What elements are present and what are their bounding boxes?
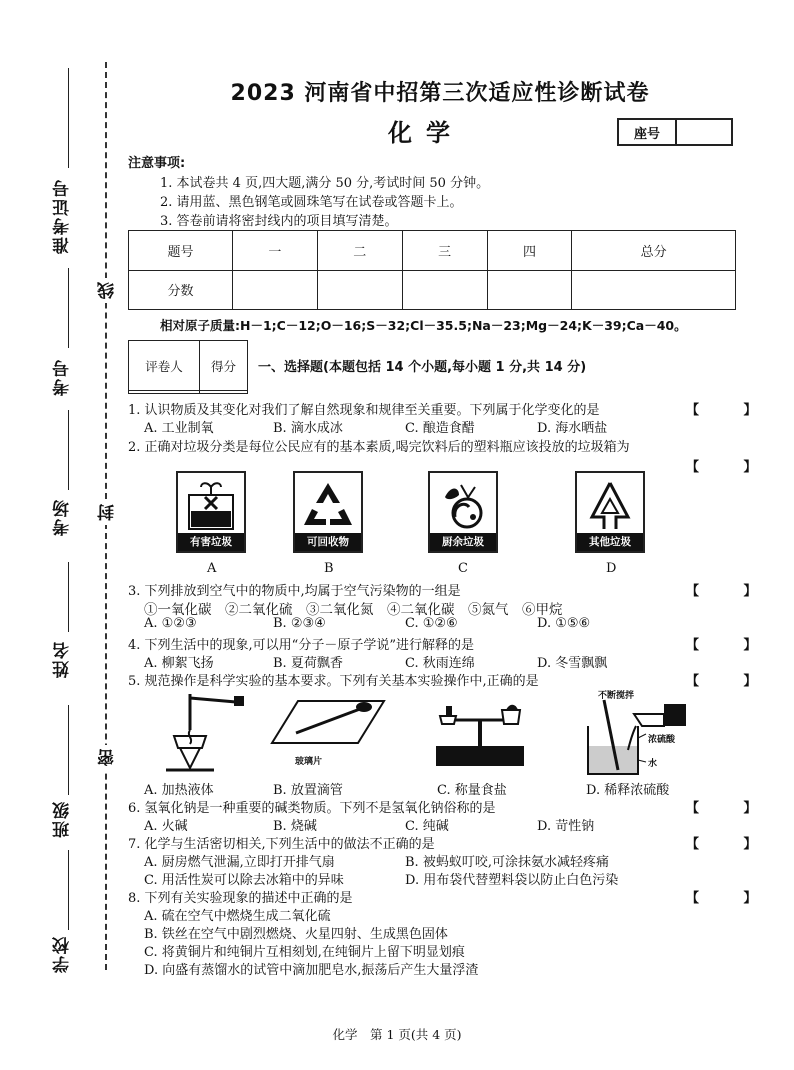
answer-bracket[interactable]: 【 】 — [686, 674, 777, 689]
question-stem: 2. 正确对垃圾分类是每位公民应有的基本素质,喝完饮料后的塑料瓶应该投放的垃圾箱为 — [128, 440, 630, 455]
option: D. 苛性钠 — [537, 819, 595, 834]
option: D. 冬雪飘飘 — [537, 656, 608, 671]
answer-bracket[interactable]: 【 】 — [686, 837, 777, 852]
score-header: 总分 — [572, 231, 736, 271]
question-stem: 1. 认识物质及其变化对我们了解自然现象和规律至关重要。下列属于化学变化的是 — [128, 403, 600, 418]
score-cell[interactable] — [233, 270, 318, 310]
balance-scale-icon — [430, 696, 530, 776]
score-header: 题号 — [129, 231, 233, 271]
notice-heading: 注意事项: — [128, 156, 186, 171]
exam-title: 2023 河南省中招第三次适应性诊断试卷 — [230, 81, 650, 106]
exam-id-label: 准考证号 — [53, 178, 73, 254]
stir-caption: 不断搅拌 — [598, 691, 635, 701]
glass-plate-caption: 玻璃片 — [295, 757, 323, 767]
table-row — [129, 270, 736, 310]
notice-item: 1. 本试卷共 4 页,四大题,满分 50 分,考试时间 50 分钟。 — [160, 176, 490, 191]
option: B. 夏荷飘香 — [273, 656, 343, 671]
bin-kitchen — [428, 471, 498, 553]
bin-caption: 厨余垃圾 — [430, 533, 496, 551]
option: D. ①⑤⑥ — [537, 616, 591, 631]
score-row-label: 分数 — [129, 270, 233, 310]
option: C. 酿造食醋 — [405, 421, 475, 436]
bin-recyclable — [293, 471, 363, 553]
binding-rule — [68, 850, 69, 930]
kitchen-waste-icon — [435, 477, 491, 535]
bin-letter: A — [207, 561, 217, 576]
table-row — [129, 341, 248, 391]
class-label: 班级 — [53, 800, 73, 838]
seal-char-seal: 封 — [95, 500, 120, 525]
answer-bracket[interactable]: 【 】 — [686, 403, 777, 418]
bin-caption: 其他垃圾 — [577, 533, 643, 551]
atomic-masses: 相对原子质量:H－1;C－12;O－16;S－32;Cl－35.5;Na－23;Mg－24;K－39;Ca－40。 — [160, 318, 687, 333]
bin-other — [575, 471, 645, 553]
grader-table — [128, 340, 248, 394]
option: D. 用布袋代替塑料袋以防止白色污染 — [405, 873, 619, 888]
score-header: 三 — [402, 231, 487, 271]
bin-hazardous — [176, 471, 246, 553]
binding-rule — [68, 705, 69, 795]
option: C. 称量食盐 — [437, 783, 507, 798]
subject-title: 化学 — [388, 119, 464, 147]
bin-letter: D — [606, 561, 617, 576]
table-row — [129, 391, 248, 394]
reviewer-cell[interactable] — [129, 391, 200, 394]
option: D. 海水晒盐 — [537, 421, 608, 436]
table-row — [129, 231, 736, 271]
bin-caption: 可回收物 — [295, 533, 361, 551]
water-caption: 水 — [648, 759, 658, 769]
score-header: 四 — [487, 231, 572, 271]
option: D. 向盛有蒸馏水的试管中滴加肥皂水,振荡后产生大量浮渣 — [144, 963, 479, 978]
option: A. 火碱 — [144, 819, 188, 834]
option: A. 柳絮飞扬 — [144, 656, 214, 671]
other-waste-icon — [582, 477, 638, 535]
school-label: 学校 — [53, 935, 73, 973]
reviewer-label: 评卷人 — [129, 341, 200, 391]
option: B. 被蚂蚁叮咬,可涂抹氨水减轻疼痛 — [405, 855, 609, 870]
exam-number-label: 考号 — [53, 358, 73, 396]
option: C. 将黄铜片和纯铜片互相刻划,在纯铜片上留下明显划痕 — [144, 945, 465, 960]
answer-bracket[interactable]: 【 】 — [686, 638, 777, 653]
question-stem: 7. 化学与生活密切相关,下列生活中的做法不正确的是 — [128, 837, 435, 852]
option: B. 滴水成冰 — [273, 421, 343, 436]
question-stem: 8. 下列有关实验现象的描述中正确的是 — [128, 891, 353, 906]
recycle-icon — [300, 477, 356, 535]
dropper-on-glass-icon — [268, 695, 388, 753]
score-header: 二 — [317, 231, 402, 271]
seal-char-line: 线 — [95, 278, 120, 303]
bin-letter: C — [458, 561, 468, 576]
answer-bracket[interactable]: 【 】 — [686, 891, 777, 906]
name-label: 姓名 — [53, 640, 73, 678]
option: A. 厨房燃气泄漏,立即打开排气扇 — [144, 855, 335, 870]
binding-rule — [68, 410, 69, 490]
score-label: 得分 — [200, 341, 248, 391]
option: B. 烧碱 — [273, 819, 317, 834]
score-header: 一 — [233, 231, 318, 271]
option: B. ②③④ — [273, 616, 326, 631]
score-cell[interactable] — [572, 270, 736, 310]
seat-label: 座号 — [619, 120, 677, 144]
seal-char-secret: 密 — [95, 745, 120, 770]
option: A. ①②③ — [144, 616, 197, 631]
hazardous-waste-icon — [183, 477, 239, 535]
score-cell[interactable] — [200, 391, 248, 394]
answer-bracket[interactable]: 【 】 — [686, 584, 777, 599]
heating-liquid-icon — [150, 690, 250, 775]
answer-bracket[interactable]: 【 】 — [686, 801, 777, 816]
exam-room-label: 考场 — [53, 498, 73, 536]
seat-number-box — [617, 118, 733, 146]
option: C. ①②⑥ — [405, 616, 458, 631]
binding-rule — [68, 68, 69, 168]
option: A. 硫在空气中燃烧生成二氧化硫 — [144, 909, 331, 924]
question-stem: 3. 下列排放到空气中的物质中,均属于空气污染物的一组是 — [128, 584, 461, 599]
notice-item: 2. 请用蓝、黑色钢笔或圆珠笔写在试卷或答题卡上。 — [160, 195, 463, 210]
bin-caption: 有害垃圾 — [178, 533, 244, 551]
option: A. 加热液体 — [144, 783, 214, 798]
option: C. 用活性炭可以除去冰箱中的异味 — [144, 873, 344, 888]
acid-caption: 浓硫酸 — [648, 735, 676, 745]
option: B. 铁丝在空气中剧烈燃烧、火星四射、生成黑色固体 — [144, 927, 448, 942]
question-stem: 4. 下列生活中的现象,可以用“分子－原子学说”进行解释的是 — [128, 638, 474, 653]
question-stem: 6. 氢氧化钠是一种重要的碱类物质。下列不是氢氧化钠俗称的是 — [128, 801, 496, 816]
score-table — [128, 230, 736, 310]
score-cell[interactable] — [487, 270, 572, 310]
section-heading: 一、选择题(本题包括 14 个小题,每小题 1 分,共 14 分) — [258, 360, 587, 375]
bin-letter: B — [324, 561, 334, 576]
page-footer: 化学 第 1 页(共 4 页) — [332, 1027, 462, 1042]
score-cell[interactable] — [317, 270, 402, 310]
binding-rule — [68, 268, 69, 348]
seat-field[interactable] — [677, 120, 731, 144]
option: B. 放置滴管 — [273, 783, 343, 798]
binding-rule — [68, 562, 69, 632]
answer-bracket[interactable]: 【 】 — [686, 460, 777, 475]
option: C. 纯碱 — [405, 819, 449, 834]
question-stem: 5. 规范操作是科学实验的基本要求。下列有关基本实验操作中,正确的是 — [128, 674, 539, 689]
notice-item: 3. 答卷前请将密封线内的项目填写清楚。 — [160, 214, 398, 229]
option: C. 秋雨连绵 — [405, 656, 475, 671]
option: D. 稀释浓硫酸 — [586, 783, 670, 798]
option: A. 工业制氧 — [144, 421, 214, 436]
score-cell[interactable] — [402, 270, 487, 310]
question-items: ①一氧化碳 ②二氧化硫 ③二氧化氮 ④二氧化碳 ⑤氮气 ⑥甲烷 — [144, 602, 563, 618]
